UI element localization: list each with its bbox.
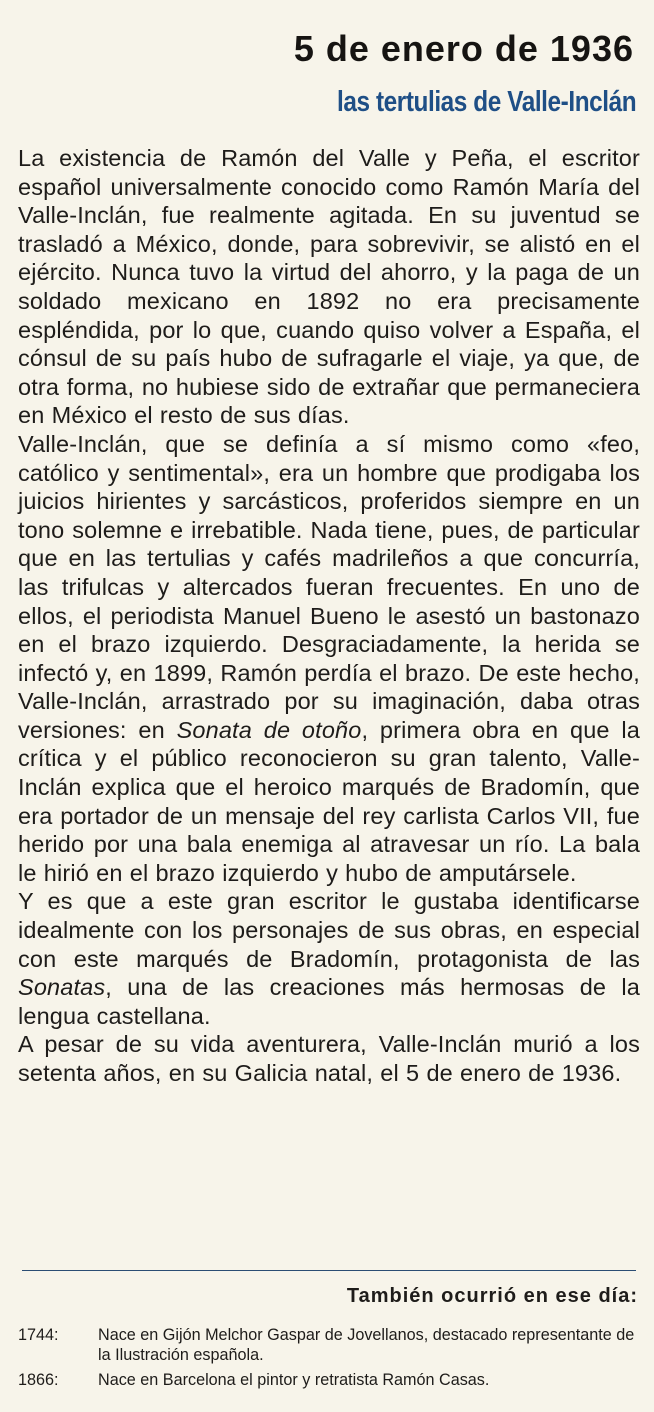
event-item [18, 1370, 638, 1390]
paragraph-text: Y es que a este gran escritor le gustaba identificarse idealmente con los personajes de sus obras, en especial con este marqués de Bradomín, protagonista de las [18, 888, 640, 972]
work-title: Sonata de otoño [176, 716, 362, 743]
paragraph-text: La existencia de Ramón del Valle y Peña, el escritor español universalmente conocido como Ramón María del Valle-Inclán, fue realmente agitada. En su juventud se trasladó a México, donde, para sobrevivir, se alistó en el ejército. Nunca tuvo la virtud del ahorro, y la paga de un soldado mexicano en 1892 no era precisamente espléndida, por lo que, cuando quiso volver a España, el cónsul de su país hubo de sufragarle el viaje, ya que, de otra forma, no hubiese sido de extrañar que permaneciera en México el resto de sus días. [18, 145, 640, 429]
work-title: Sonatas [18, 974, 106, 1001]
page-title: 5 de enero de 1936 [293, 28, 634, 69]
paragraph-text: Valle-Inclán, que se definía a sí mismo como «feo, católico y sentimental», era un hombre que prodigaba los juicios hirientes y sarcásticos, proferidos siempre en un tono solemne e irrebatible. Nada tiene, pues, de particular que en las tertulias y cafés madrileños a que concurría, las trifulcas y altercados fueran frecuentes. En uno de ellos, el periodista Manuel Bueno le asestó un bastonazo en el brazo izquierdo. Desgraciadamente, la herida se infectó y, en 1899, Ramón perdía el brazo. De este hecho, Valle-Inclán, arrastrado por su imaginación, daba otras versiones: en [18, 430, 640, 743]
article-paragraph [18, 887, 640, 1030]
paragraph-text: A pesar de su vida aventurera, Valle-Inclán murió a los setenta años, en su Galicia natal, el 5 de enero de 1936. [18, 1031, 640, 1086]
event-item [18, 1325, 638, 1365]
article-paragraph [18, 430, 640, 888]
article-paragraph [18, 144, 640, 430]
event-text: Nace en Gijón Melchor Gaspar de Jovellanos, destacado representante de la Ilustración española. [98, 1326, 635, 1364]
event-year: 1744: [18, 1326, 59, 1344]
events-list [18, 1325, 638, 1395]
event-text: Nace en Barcelona el pintor y retratista Ramón Casas. [98, 1371, 490, 1389]
article-subtitle: las tertulias de Valle-Inclán [336, 86, 636, 118]
section-divider [22, 1270, 636, 1271]
event-year: 1866: [18, 1371, 59, 1389]
article-body [18, 144, 640, 1088]
also-happened-heading: También ocurrió en ese día: [346, 1285, 638, 1307]
paragraph-text: , primera obra en que la crítica y el público reconocieron su gran talento, Valle-Inclán explica que el heroico marqués de Bradomín, que era portador de un mensaje del rey carlista Carlos VII, fue herido por una bala enemiga al atravesar un río. La bala le hirió en el brazo izquierdo y hubo de amputársele. [18, 716, 640, 886]
paragraph-text: , una de las creaciones más hermosas de la lengua castellana. [18, 974, 640, 1029]
article-paragraph [18, 1030, 640, 1087]
